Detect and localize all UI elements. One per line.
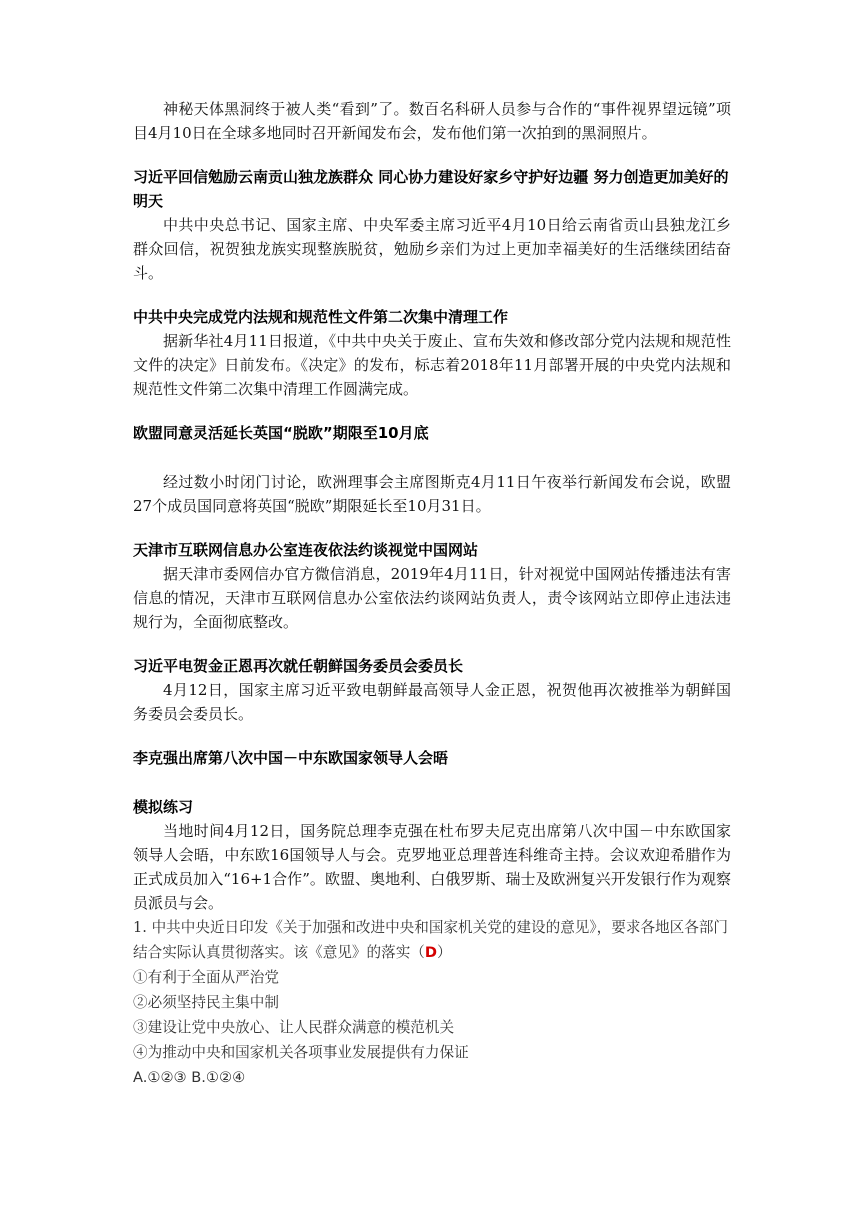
choice-item-2: ②必须坚持民主集中制 <box>133 994 279 1011</box>
article-3-body: 经过数小时闭门讨论，欧洲理事会主席图斯克4月11日午夜举行新闻发布会说，欧盟27个成员国同意将英国“脱欧”期限延长至10月31日。 <box>133 473 731 515</box>
article-0-body: 神秘天体黑洞终于被人类“看到”了。数百名科研人员参与合作的“事件视界望远镜”项目4月10日在全球多地同时召开新闻发布会，发布他们第一次拍到的黑洞照片。 <box>133 100 731 142</box>
question-close: ） <box>437 944 452 961</box>
choice-item-3: ③建设让党中央放心、让人民群众满意的模范机关 <box>133 1019 455 1036</box>
article-5-title: 习近平电贺金正恩再次就任朝鲜国务委员会委员长 <box>133 657 464 675</box>
article-6-title: 李克强出席第八次中国－中东欧国家领导人会晤 <box>133 749 449 767</box>
article-1-body: 中共中央总书记、国家主席、中央军委主席习近平4月10日给云南省贡山县独龙江乡群众回信，祝贺独龙族实现整族脱贫，勉励乡亲们为过上更加幸福美好的生活继续团结奋斗。 <box>133 216 731 282</box>
article-1-title: 习近平回信勉励云南贡山独龙族群众 同心协力建设好家乡守护好边疆 努力创造更加美好的明天 <box>133 168 729 210</box>
article-3-title: 欧盟同意灵活延长英国“脱欧”期限至10月底 <box>133 424 429 442</box>
article-4-title: 天津市互联网信息办公室连夜依法约谈视觉中国网站 <box>133 541 479 559</box>
answer-letter: D <box>424 944 438 961</box>
practice-heading: 模拟练习 <box>133 798 194 816</box>
document-page <box>133 97 731 1090</box>
choice-item-1: ①有利于全面从严治党 <box>133 969 279 986</box>
article-2-title: 中共中央完成党内法规和规范性文件第二次集中清理工作 <box>133 308 509 326</box>
answer-options: A.①②③ B.①②④ <box>133 1069 246 1086</box>
practice-intro: 当地时间4月12日，国务院总理李克强在杜布罗夫尼克出席第八次中国－中东欧国家领导人会晤，中东欧16国领导人与会。克罗地亚总理普连科维奇主持。会议欢迎希腊作为正式成员加入“16+1合作”。欧盟、奥地利、白俄罗斯、瑞士及欧洲复兴开发银行作为观察员派员与会。 <box>133 822 731 912</box>
question-1 <box>133 915 731 965</box>
question-text: 1. 中共中央近日印发《关于加强和改进中央和国家机关党的建设的意见》，要求各地区各部门结合实际认真贯彻落实。该《意见》的落实（ <box>133 919 729 961</box>
article-5-body: 4月12日，国家主席习近平致电朝鲜最高领导人金正恩，祝贺他再次被推举为朝鲜国务委员会委员长。 <box>133 681 731 723</box>
article-2-body: 据新华社4月11日报道，《中共中央关于废止、宣布失效和修改部分党内法规和规范性文件的决定》日前发布。《决定》的发布，标志着2018年11月部署开展的中央党内法规和规范性文件第二次集中清理工作圆满完成。 <box>133 332 731 398</box>
choice-item-4: ④为推动中央和国家机关各项事业发展提供有力保证 <box>133 1044 469 1061</box>
article-4-body: 据天津市委网信办官方微信消息，2019年4月11日，针对视觉中国网站传播违法有害信息的情况，天津市互联网信息办公室依法约谈网站负责人，责令该网站立即停止违法违规行为，全面彻底整改。 <box>133 565 731 631</box>
